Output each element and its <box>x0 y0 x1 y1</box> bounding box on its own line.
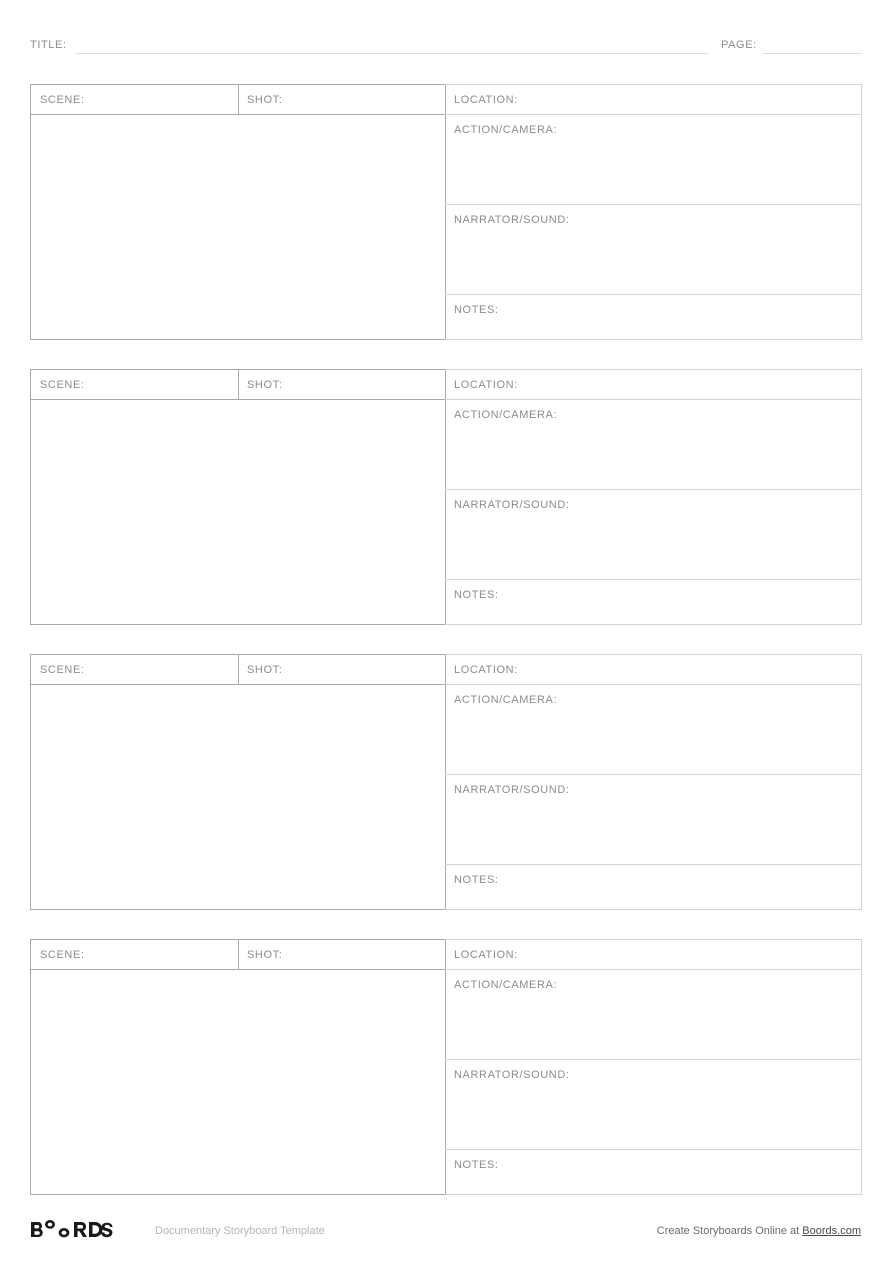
sketch-frame[interactable] <box>31 970 445 1194</box>
frame-header <box>31 940 445 970</box>
footer-cta <box>657 1225 861 1237</box>
boords-logo-icon <box>30 1219 146 1239</box>
notes-label: NOTES: <box>454 304 499 316</box>
narrator-sound-field[interactable] <box>445 775 861 865</box>
notes-field[interactable] <box>445 1150 861 1195</box>
shot-label: SHOT: <box>247 949 283 961</box>
frame-header <box>31 655 445 685</box>
header-divider <box>238 940 239 969</box>
scene-label: SCENE: <box>40 379 85 391</box>
title-label: TITLE: <box>30 39 67 51</box>
header-divider <box>238 85 239 114</box>
notes-label: NOTES: <box>454 589 499 601</box>
location-label: LOCATION: <box>454 664 518 676</box>
notes-label: NOTES: <box>454 874 499 886</box>
location-field[interactable] <box>445 655 861 685</box>
action-camera-field[interactable] <box>445 970 861 1060</box>
location-field[interactable] <box>445 370 861 400</box>
frame-box <box>30 939 446 1195</box>
shot-label: SHOT: <box>247 664 283 676</box>
frame-box <box>30 369 446 625</box>
sketch-frame[interactable] <box>31 685 445 909</box>
header-divider <box>238 655 239 684</box>
storyboard-panel-3 <box>30 654 862 910</box>
frame-header <box>31 370 445 400</box>
info-box <box>445 939 862 1195</box>
location-label: LOCATION: <box>454 379 518 391</box>
cta-prefix: Create Storyboards Online at <box>656 1225 803 1237</box>
narrator-sound-label: NARRATOR/SOUND: <box>454 499 570 511</box>
location-field[interactable] <box>445 940 861 970</box>
notes-field[interactable] <box>445 865 861 910</box>
location-label: LOCATION: <box>454 949 518 961</box>
scene-label: SCENE: <box>40 949 85 961</box>
sketch-frame[interactable] <box>31 400 445 624</box>
narrator-sound-label: NARRATOR/SOUND: <box>454 1069 570 1081</box>
narrator-sound-field[interactable] <box>445 1060 861 1150</box>
notes-label: NOTES: <box>454 1159 499 1171</box>
info-box <box>445 84 862 340</box>
page-label: PAGE: <box>721 39 757 51</box>
location-field[interactable] <box>445 85 861 115</box>
info-box <box>445 369 862 625</box>
template-subtitle: Documentary Storyboard Template <box>155 1225 325 1237</box>
narrator-sound-field[interactable] <box>445 490 861 580</box>
scene-label: SCENE: <box>40 94 85 106</box>
action-camera-label: ACTION/CAMERA: <box>454 979 558 991</box>
frame-box <box>30 84 446 340</box>
shot-label: SHOT: <box>247 94 283 106</box>
boords-logo <box>30 1219 146 1239</box>
action-camera-label: ACTION/CAMERA: <box>454 124 558 136</box>
narrator-sound-field[interactable] <box>445 205 861 295</box>
header-divider <box>238 370 239 399</box>
scene-label: SCENE: <box>40 664 85 676</box>
storyboard-panel-4 <box>30 939 862 1195</box>
action-camera-label: ACTION/CAMERA: <box>454 409 558 421</box>
sketch-frame[interactable] <box>31 115 445 339</box>
shot-label: SHOT: <box>247 379 283 391</box>
boords-link[interactable]: Boords.com <box>802 1225 861 1237</box>
action-camera-field[interactable] <box>445 400 861 490</box>
storyboard-panel-2 <box>30 369 862 625</box>
action-camera-label: ACTION/CAMERA: <box>454 694 558 706</box>
notes-field[interactable] <box>445 295 861 340</box>
storyboard-panel-1 <box>30 84 862 340</box>
info-box <box>445 654 862 910</box>
narrator-sound-label: NARRATOR/SOUND: <box>454 214 570 226</box>
action-camera-field[interactable] <box>445 115 861 205</box>
frame-header <box>31 85 445 115</box>
title-field[interactable] <box>76 53 708 54</box>
frame-box <box>30 654 446 910</box>
location-label: LOCATION: <box>454 94 518 106</box>
notes-field[interactable] <box>445 580 861 625</box>
narrator-sound-label: NARRATOR/SOUND: <box>454 784 570 796</box>
page-field[interactable] <box>763 53 862 54</box>
action-camera-field[interactable] <box>445 685 861 775</box>
